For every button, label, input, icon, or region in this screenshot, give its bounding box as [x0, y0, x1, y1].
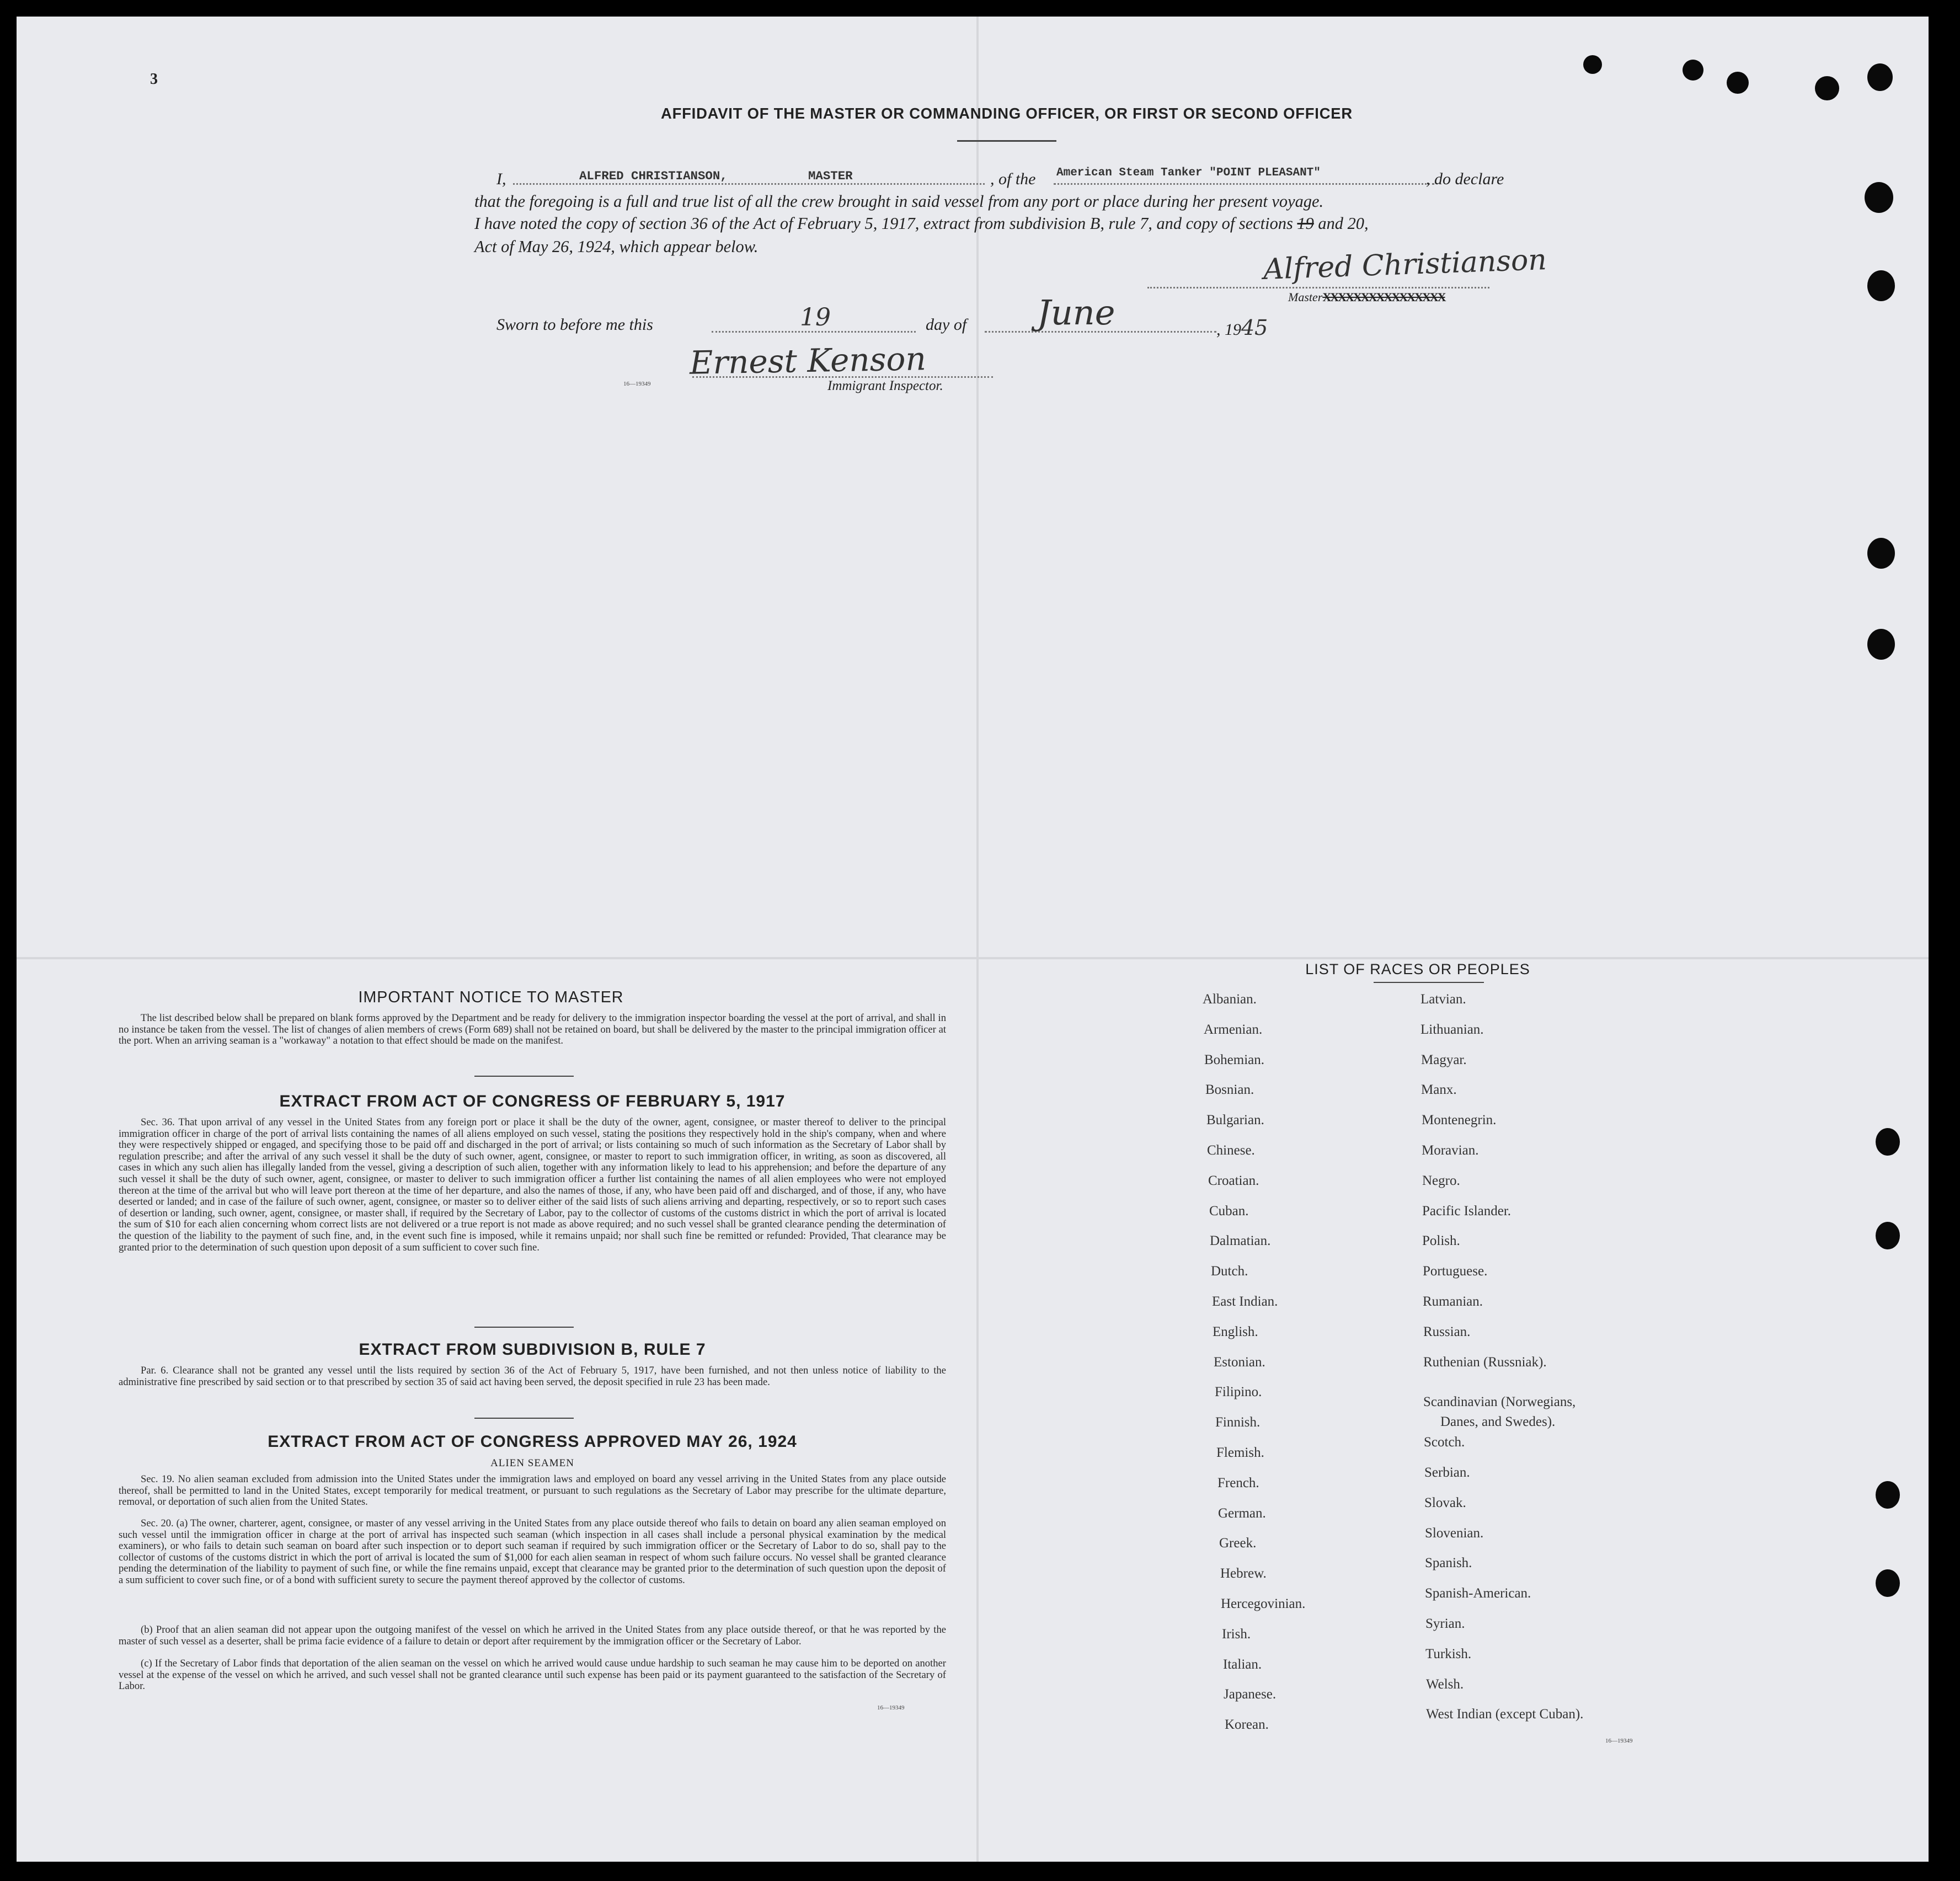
race-item: Finnish.: [1215, 1415, 1261, 1430]
race-item: French.: [1217, 1475, 1259, 1490]
race-item: Spanish.: [1425, 1556, 1472, 1571]
race-item: Japanese.: [1224, 1687, 1277, 1702]
extract-1924-sec20c: (c) If the Secretary of Labor finds that deportation of the alien seaman on the vessel on which he arrived would cause undue hardship to such seaman he may cause him to be deported on another vessel at the expense of the vessel on which he arrived, and such vessel shall not be granted clearance until such expense has been paid or its payment guaranteed to the satisfaction of the Secretary of Labor.: [119, 1658, 946, 1692]
vessel-name-field: American Steam Tanker "POINT PLEASANT": [1056, 167, 1321, 179]
race-item: Slovak.: [1424, 1495, 1466, 1510]
affidavit-line-2: that the foregoing is a full and true list of all the crew brought in said vessel from any port or place during her present voyage.: [474, 192, 1324, 211]
race-item: Welsh.: [1426, 1676, 1464, 1692]
punch-hole: [1876, 1222, 1900, 1249]
punch-hole: [1876, 1569, 1900, 1597]
extract-rule7-text: Par. 6. Clearance shall not be granted any vessel until the lists required by section 36 of the Act of February 5, 1917, have been furnished, and not then unless notice of liability to the administrative fine prescribed by said section or to that prescribed by section 35 of said act having been served, the deposit specified in rule 23 has been made.: [119, 1365, 946, 1388]
master-signature: Alfred Christianson: [1263, 243, 1547, 286]
form-number: 16—19349: [877, 1704, 905, 1711]
race-item: Negro.: [1422, 1173, 1460, 1188]
signature-line: [1147, 287, 1489, 288]
inspector-label: Immigrant Inspector.: [827, 378, 943, 393]
race-item: Hercegovinian.: [1221, 1596, 1306, 1611]
race-item: Turkish.: [1425, 1646, 1472, 1661]
race-item: Bohemian.: [1204, 1052, 1265, 1067]
notice-title: IMPORTANT NOTICE TO MASTER: [358, 988, 624, 1006]
race-item: Armenian.: [1204, 1022, 1263, 1037]
notice-text: The list described below shall be prepared on blank forms approved by the Department and be ready for delivery to the immigration inspector boarding the vessel at the port of arrival, and shall in no instance be taken from the vessel. The list of changes of alien members of crews (Form 689) shall not be retained on board, but shall be delivered by the master to the principal immigration officer at the port. When an arriving seaman is a "workaway" a notation to that effect should be made on the manifest.: [119, 1012, 946, 1047]
extract-1924-sec20b: (b) Proof that an alien seaman did not appear upon the outgoing manifest of the vessel on which he arrived in the United States from any place outside thereof, or that he was reported by the master of such vessel as a deserter, shall be prima facie evidence of a failure to detain or deport after requirement by the immigration officer or the Secretary of Labor.: [119, 1624, 946, 1647]
day-of-label: day of: [926, 316, 967, 334]
affidavit-line-4: Act of May 26, 1924, which appear below.: [474, 237, 759, 256]
master-label: MasterXXXXXXXXXXXXXXXX: [1288, 290, 1445, 304]
race-item: Flemish.: [1216, 1445, 1264, 1460]
page-mark: 3: [150, 71, 158, 88]
document-sheet: [17, 17, 1929, 1862]
fold-line-horizontal: [17, 957, 1929, 959]
race-item: Moravian.: [1422, 1143, 1479, 1158]
affidavit-title: AFFIDAVIT OF THE MASTER OR COMMANDING OFFICER, OR FIRST OR SECOND OFFICER: [661, 105, 1353, 122]
punch-hole: [1867, 629, 1895, 660]
master-rank-field: MASTER: [808, 169, 853, 183]
race-item: German.: [1218, 1505, 1266, 1521]
race-item: Montenegrin.: [1422, 1113, 1497, 1128]
extract-1917-text: Sec. 36. That upon arrival of any vessel in the United States from any foreign port or place it shall be the duty of the owner, agent, consignee, or master thereof to deliver to the principal immigration officer in charge of the port of arrival lists containing the names of all aliens employed on such vessel, stating the positions they respectively hold in the ship's company, when and where they were respectively shipped or engaged, and specifying those to be paid off and discharged in the port of arrival; or lists containing so much of such information as the Secretary of Labor shall by regulation prescribe; and after the arrival of any such vessel it shall be the duty of such owner, agent, consignee, or master to report to such immigration officer, in writing, as soon as discovered, all cases in which any such alien has illegally landed from the vessel, giving a description of such alien, together with any information likely to lead to his apprehension; and before the departure of any such vessel it shall be the duty of such owner, agent, consignee, or master to deliver to such immigration officer a further list containing the names of all alien employees who were not employed thereon at the time of the arrival but who will leave port thereon at the time of her departure, and also the names of those, if any, who have been paid off and discharged, and of those, if any, who have deserted or landed; and in case of the failure of such owner, agent, consignee, or master so to deliver either of the said lists of such aliens arriving and departing, respectively, or so to report such cases of desertion or landing, such owner, agent, consignee, or master shall, if required by the Secretary of Labor, pay to the collector of customs of the customs district in which the port of arrival is located the sum of $10 for each alien concerning whom correct lists are not delivered or a true report is not made as above required; and no such vessel shall be granted clearance pending the determination of the question of the liability to the payment of such fine, and, in the event such fine is imposed, while it remains unpaid; nor shall such fine be remitted or refunded: Provided, That clearance may be granted prior to the determination of such question upon deposit of a sum sufficient to cover such fine.: [119, 1116, 946, 1253]
extract-1924-title: EXTRACT FROM ACT OF CONGRESS APPROVED MAY 26, 1924: [268, 1433, 797, 1451]
race-item: Cuban.: [1209, 1203, 1249, 1219]
race-item: English.: [1213, 1324, 1258, 1339]
affidavit-line-1: I,: [496, 170, 506, 188]
race-item: Dalmatian.: [1210, 1233, 1271, 1249]
races-title: LIST OF RACES OR PEOPLES: [1305, 961, 1530, 977]
race-item: Dutch.: [1211, 1264, 1248, 1279]
race-item: Rumanian.: [1423, 1294, 1483, 1309]
extract-1924-subtitle: ALIEN SEAMEN: [490, 1457, 574, 1469]
form-number: 16—19349: [1605, 1738, 1633, 1744]
race-item: Pacific Islander.: [1422, 1203, 1512, 1219]
race-item: Bulgarian.: [1206, 1113, 1264, 1128]
extract-rule7-title: EXTRACT FROM SUBDIVISION B, RULE 7: [359, 1340, 706, 1359]
form-number: 16—19349: [623, 381, 651, 387]
punch-hole: [1683, 60, 1703, 81]
race-item: West Indian (except Cuban).: [1426, 1707, 1584, 1722]
race-item: Greek.: [1219, 1536, 1257, 1551]
race-item: Latvian.: [1420, 992, 1466, 1007]
punch-hole: [1867, 538, 1895, 569]
race-item: Serbian.: [1424, 1465, 1470, 1480]
extract-1917-title: EXTRACT FROM ACT OF CONGRESS OF FEBRUARY 5, 1917: [279, 1092, 786, 1110]
race-item: Irish.: [1222, 1626, 1251, 1642]
race-item: Albanian.: [1203, 992, 1257, 1007]
race-item: Scotch.: [1424, 1435, 1465, 1450]
race-item: Manx.: [1421, 1082, 1457, 1098]
race-item: Slovenian.: [1425, 1525, 1484, 1541]
race-item: Italian.: [1223, 1656, 1262, 1672]
sworn-label: Sworn to before me this: [496, 316, 653, 334]
vessel-fill-line: [1054, 183, 1434, 185]
inspector-signature: Ernest Kenson: [689, 340, 927, 382]
affidavit-line-3: I have noted the copy of section 36 of the Act of February 5, 1917, extract from subdivision B, rule 7, and copy of sections 19 and 20,: [474, 214, 1369, 233]
name-fill-line: [513, 183, 985, 185]
race-item: Syrian.: [1425, 1616, 1465, 1631]
section-divider: [474, 1418, 574, 1419]
race-item: Bosnian.: [1205, 1082, 1254, 1098]
extract-1924-sec20a: Sec. 20. (a) The owner, charterer, agent, consignee, or master of any vessel arriving in the United States from any place outside thereof who fails to detain on board any alien seaman employed on such vessel until the immigration officer in charge at the port of arrival has inspected such seaman (which inspection in all cases shall include a personal physical examination by the medical examiners), or who fails to detain such seaman on board after such inspection or to deport such seaman if required by such immigration officer or the Secretary of Labor to do so, shall pay to the collector of customs of the customs district in which the port of arrival is located the sum of $1,000 for each alien seaman in respect of whom such failure occurs. No vessel shall be granted clearance pending the determination of the liability to payment of such fine, or while the fine remains unpaid, except that clearance may be granted prior to the determination of such question upon the deposit of a sum sufficient to cover such fine, or of a bond with sufficient surety to secure the payment thereof approved by the collector of customs.: [119, 1517, 946, 1586]
race-item: Estonian.: [1214, 1354, 1265, 1370]
race-item: Scandinavian (Norwegians,: [1423, 1394, 1576, 1410]
section-divider: [474, 1327, 574, 1328]
extract-1924-sec19: Sec. 19. No alien seaman excluded from admission into the United States under the immigration laws and employed on board any vessel arriving in the United States from any place outside thereof, shall be permitted to land in the United States, except temporarily for medical treatment, or pursuant to such regulations as the Secretary of Labor may prescribe for the ultimate departure, removal, or deportation of such alien from the United States.: [119, 1473, 946, 1508]
of-the-label: , of the: [990, 170, 1036, 188]
punch-hole: [1583, 55, 1602, 74]
sworn-day: 19: [800, 303, 831, 332]
race-item: Portuguese.: [1423, 1264, 1488, 1279]
punch-hole: [1867, 270, 1895, 301]
inspector-line: [692, 376, 993, 378]
year-label: , 1945: [1216, 316, 1268, 340]
section-divider: [474, 1076, 574, 1077]
race-item: Ruthenian (Russniak).: [1423, 1354, 1547, 1370]
race-item: Danes, and Swedes).: [1440, 1414, 1556, 1430]
punch-hole: [1867, 63, 1893, 91]
master-name-field: ALFRED CHRISTIANSON,: [579, 169, 728, 183]
race-item: Polish.: [1422, 1233, 1460, 1249]
race-item: Korean.: [1225, 1717, 1269, 1733]
race-item: Chinese.: [1207, 1143, 1255, 1158]
race-item: Spanish-American.: [1425, 1586, 1531, 1601]
punch-hole: [1727, 72, 1749, 94]
do-declare-label: , do declare: [1426, 170, 1504, 188]
race-item: Filipino.: [1215, 1385, 1262, 1400]
race-item: East Indian.: [1212, 1294, 1278, 1309]
races-divider: [1374, 982, 1484, 983]
fold-line-vertical: [976, 17, 979, 1862]
title-divider: [957, 140, 1056, 142]
race-item: Lithuanian.: [1420, 1022, 1484, 1037]
race-item: Russian.: [1423, 1324, 1471, 1339]
sworn-month: June: [1037, 292, 1115, 333]
race-item: Magyar.: [1421, 1052, 1467, 1067]
punch-hole: [1876, 1481, 1900, 1509]
race-item: Hebrew.: [1220, 1566, 1267, 1581]
race-item: Croatian.: [1208, 1173, 1259, 1188]
punch-hole: [1865, 182, 1893, 213]
punch-hole: [1876, 1128, 1900, 1156]
punch-hole: [1815, 76, 1839, 100]
